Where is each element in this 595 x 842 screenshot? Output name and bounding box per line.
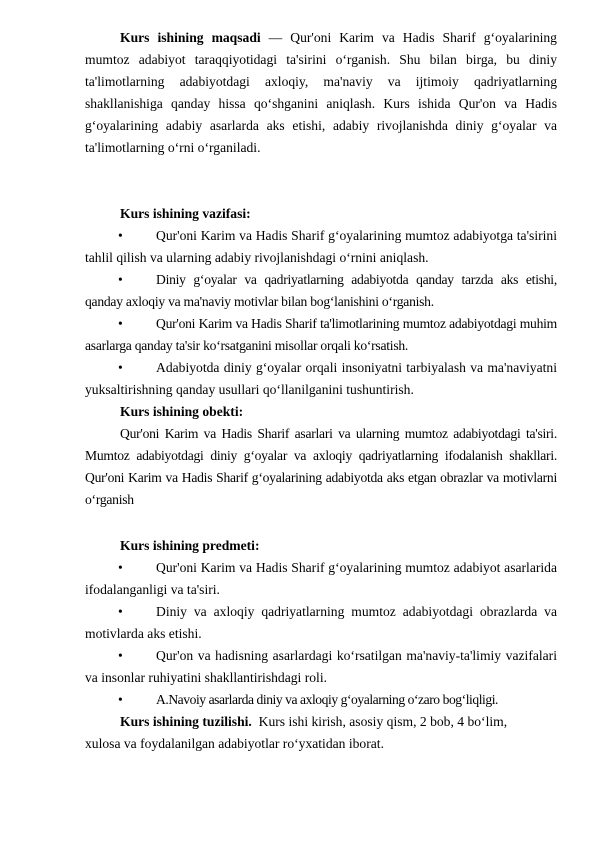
obekti-paragraph: Qur'oni Karim va Hadis Sharif asarlari va ularning mumtoz adabiyotdagi ta'siri. Mumtoz adabiyotdagi diniy g‘oyalar va axloqiy qadriyatlarning ifodalanish shakllari. Qur'oni Karim va Hadis Sharif g‘oyalarining adabiyotda aks etgan obrazlar va motivlarni o‘rganish [85, 426, 557, 507]
vazifasi-item-3 [85, 313, 557, 357]
vazifasi-item-text: Adabiyotda diniy g‘oyalar orqali insoniyatni tarbiyalash va ma'naviyatni yuksaltirishning qanday usullari qo‘llanilganini tushuntirish. [85, 360, 557, 397]
tuzilishi-text: Kurs ishi kirish, asosiy qism, 2 bob, 4 bo‘lim, [258, 714, 508, 729]
maqsad-label: Kurs ishining maqsadi [120, 30, 261, 45]
bullet-icon: • [118, 228, 123, 243]
bullet-icon: • [118, 604, 123, 619]
predmeti-item-3 [85, 645, 557, 689]
vazifasi-item-text: Qur'oni Karim va Hadis Sharif g‘oyalarining mumtoz adabiyotga ta'sirini tahlil qilish va ularning adabiy rivojlanishdagi o‘rnini aniqlash. [85, 228, 557, 265]
bullet-icon: • [118, 560, 123, 575]
vazifasi-item-1 [85, 225, 557, 269]
predmeti-item-2 [85, 601, 557, 645]
tuzilishi-line [120, 711, 507, 733]
predmeti-item-1 [85, 557, 557, 601]
predmeti-heading: Kurs ishining predmeti: [120, 538, 260, 553]
predmeti-item-text: Diniy va axloqiy qadriyatlarning mumtoz adabiyotdagi obrazlarda va motivlarda aks etishi. [85, 604, 557, 641]
bullet-icon: • [118, 360, 123, 375]
maqsad-text: — Qur'oni Karim va Hadis Sharif g‘oyalarining mumtoz adabiyot taraqqiyotidagi ta'sirini o‘rganish. Shu bilan birga, bu diniy ta'limotlarning adabiyotdagi axloqiy, ma'naviy va ijtimoiy qadriyatlarning shakllanishiga qanday hissa qo‘shganini aniqlash. Kurs ishida Qur'on va Hadis g‘oyalarining adabiy asarlarda aks etishi, adabiy rivojlanishda diniy g‘oyalar va ta'limotlarning o‘rni o‘rganiladi. [85, 30, 557, 155]
vazifasi-item-text: Diniy g‘oyalar va qadriyatlarning adabiyotda qanday tarzda aks etishi, qanday axloqiy va ma'naviy motivlar bilan bog‘lanishini o‘rganish. [85, 272, 557, 309]
obekti-heading: Kurs ishining obekti: [120, 404, 244, 419]
tuzilishi-label: Kurs ishining tuzilishi. [120, 714, 252, 729]
bullet-icon: • [118, 316, 123, 331]
predmeti-item-text: Qur'on va hadisning asarlardagi ko‘rsatilgan ma'naviy-ta'limiy vazifalari va insonlar ruhiyatini shakllantirishdagi roli. [85, 648, 557, 685]
tuzilishi-line2: xulosa va foydalanilgan adabiyotlar ro‘yxatidan iborat. [85, 736, 384, 751]
maqsad-paragraph [85, 27, 557, 158]
bullet-icon: • [118, 272, 123, 287]
vazifasi-heading: Kurs ishining vazifasi: [120, 206, 251, 221]
predmeti-item-text: Qur'oni Karim va Hadis Sharif g‘oyalarining mumtoz adabiyot asarlarida ifodalanganligi va ta'siri. [85, 560, 557, 597]
bullet-icon: • [118, 648, 123, 663]
vazifasi-item-text: Qur'oni Karim va Hadis Sharif ta'limotlarining mumtoz adabiyotdagi muhim asarlarga qanday ta'sir ko‘rsatganini misollar orqali ko‘rsatish. [85, 316, 557, 353]
predmeti-item-4 [85, 689, 557, 711]
bullet-icon: • [118, 692, 123, 707]
vazifasi-item-4 [85, 357, 557, 401]
predmeti-item-text: A.Navoiy asarlarda diniy va axloqiy g‘oyalarning o‘zaro bog‘liqligi. [156, 692, 498, 707]
vazifasi-item-2 [85, 269, 557, 313]
